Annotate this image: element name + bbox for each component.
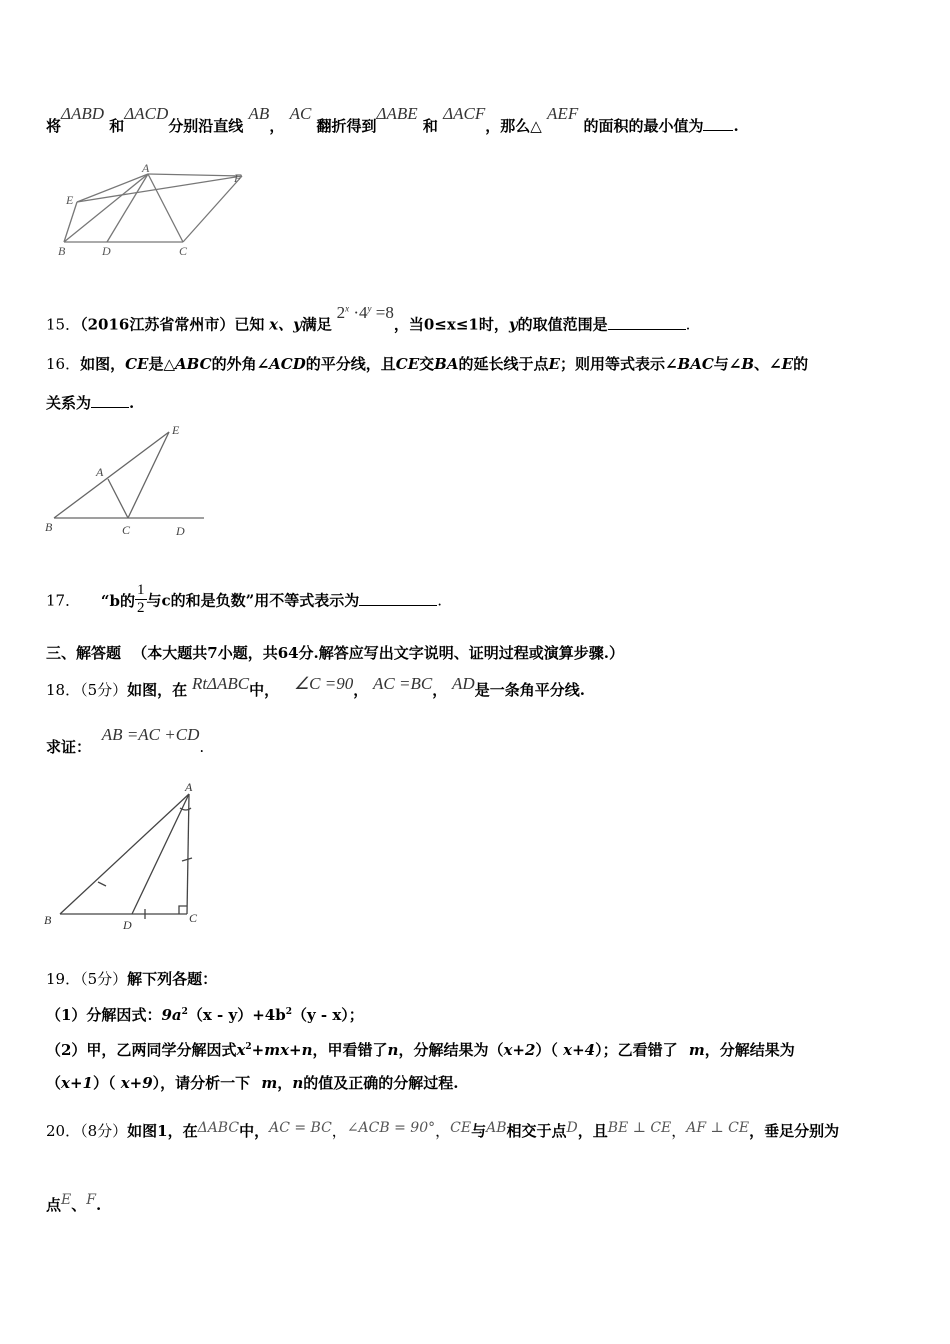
figure-q18 (40, 778, 210, 938)
figure-q16 (42, 418, 212, 542)
label-a: A (96, 465, 104, 479)
answer-blank (91, 407, 129, 408)
q15-text: 15．（2016江苏省常州市）已知 x、y满足 $2^x \cdot 4^y =8$，当0≤x≤1时，y的取值范围是 . (46, 302, 691, 334)
q16-text-line2: 关系为 . (46, 394, 135, 412)
figure-q14 (52, 162, 252, 262)
q18-text: 18．（5分）如图，在 RtΔABC中， ∠C =90， AC =BC， AD是一条角平分线. (46, 674, 585, 699)
label-d: D (102, 244, 111, 258)
label-c: C (189, 911, 198, 925)
q19-part2: （2）甲，乙两同学分解因式$x^2+mx+n$，甲看错了n，分解结果为（x+2）（ x+4）；乙看错了 m，分解结果为 (46, 1041, 795, 1059)
label-b: B (45, 520, 53, 534)
q19-text: 19．（5分）解下列各题： (46, 970, 218, 988)
q19-part1: （1）分解因式：$9a^2(x - y)+4b^2(y - x)$； (46, 1006, 364, 1024)
label-d: D (176, 524, 185, 538)
answer-blank (359, 605, 437, 606)
label-b: B (44, 913, 52, 927)
math-expression: $2^x \cdot 4^y =8$ (336, 302, 394, 322)
label-d: D (123, 918, 132, 932)
label-f: F (234, 171, 242, 185)
section-title: 三、解答题 （本大题共7小题，共64分.解答应写出文字说明、证明过程或演算步骤.） (46, 644, 625, 662)
fraction-one-half: $\frac{1}{2}$ (137, 582, 145, 616)
answer-blank (703, 130, 733, 131)
label-b: B (58, 244, 66, 258)
q20-text: 20．（8分）如图1，在ΔABC中，AC = BC，∠ACB = 90°，CE与AB相交于点D，且BE ⊥ CE，AF ⊥ CE，垂足分别为 (46, 1120, 840, 1140)
label-a: A (185, 780, 193, 794)
q18-prove: 求证： AB =AC +CD. (46, 725, 205, 756)
q19-part2-line2: （x+1）（ x+9），请分析一下 m，n的值及正确的分解过程. (46, 1074, 459, 1092)
label-a: A (142, 162, 150, 175)
math-abd: ΔABD (61, 104, 105, 123)
q17-text: 17． “b的 $\frac{1}{2}$ 与c的和是负数”用不等式表示为 . (46, 582, 443, 616)
label-e: E (172, 423, 180, 437)
answer-blank (608, 329, 686, 330)
q20-text-line2: 点E、F. (46, 1192, 102, 1214)
q14-text: 将ΔABD 和ΔACD分别沿直线 AB， AC 翻折得到ΔABE 和 ΔACF，那么△ AEF 的面积的最小值为 . (46, 104, 739, 135)
q16-text: 16．如图，CE是△ABC的外角∠ACD的平分线，且CE交BA的延长线于点E；则用等式表示∠BAC与∠B、∠E的 (46, 355, 809, 373)
label-c: C (179, 244, 188, 258)
label-c: C (122, 523, 131, 537)
label-e: E (66, 193, 74, 207)
